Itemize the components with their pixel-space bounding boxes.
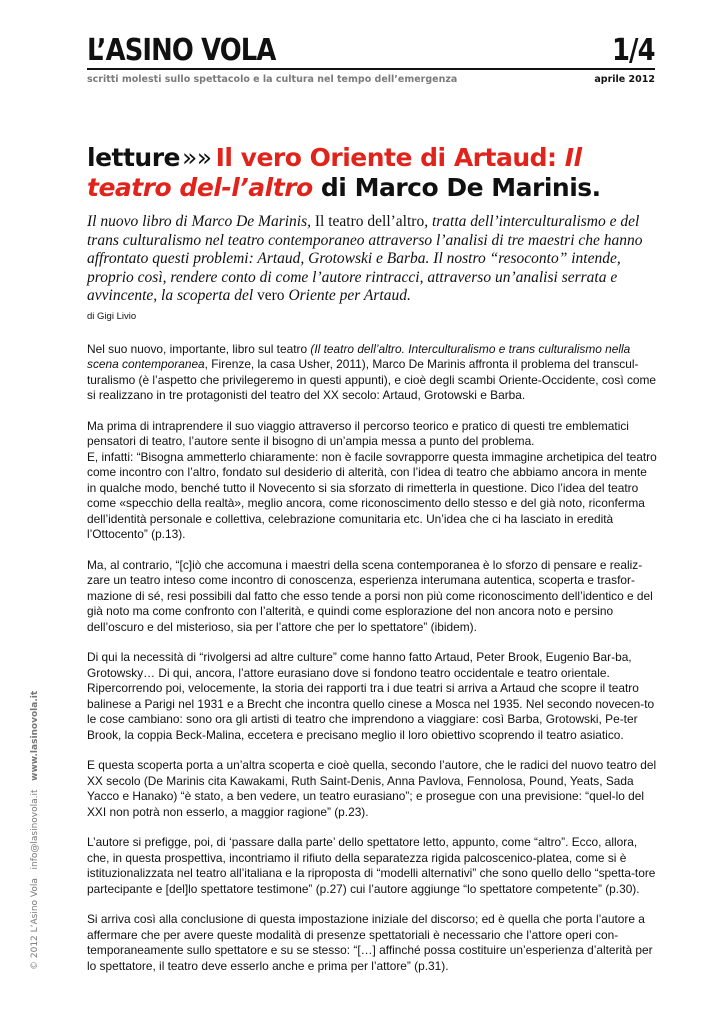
- byline: di Gigi Livio: [87, 310, 137, 322]
- paragraph-text: Nel suo nuovo, importante, libro sul teatro: [87, 341, 311, 356]
- paragraph: E, infatti: “Bisogna ammetterlo chiaramente: non è facile sovrapporre questa immagine archetipica del teatro come incontro con l’altro, fondato sul desiderio di alterità, con l’idea di teatro che abbiamo ancora in mente in qualche modo, benché tutto il Novecento si sia sforzato di rimetterla in questione. Dico l’idea del teatro come «specchio della realtà», meglio ancora, come riconoscimento dello stesso e del già noto, riconferma dell’identità personale e collettiva, celebrazione comunitaria etc. Un’idea che ci ha lasciato in eredità l’Ottocento” (p.13).: [87, 449, 657, 541]
- lead-text: , tratta dell’interculturalismo e del trans culturalismo nel teatro contemporaneo attraverso l’analisi di tre maestri che hanno affrontato questi problemi: Artaud, Grotowski e Barba. Il nostro “resoconto” intende, proprio così, rendere conto di come l’autore rintracci, attraverso un’analisi serrata e avvincente, la scoperta del: [87, 213, 643, 304]
- paragraph: Ma prima di intraprendere il suo viaggio attraverso il percorso teorico e pratico di questi tre emblematici pensatori di teatro, l’autore sente il bisogno di un’ampia messa a punto del problema.: [87, 418, 629, 448]
- book-citation: (Il teatro dell’altro. Interculturalismo e trans culturalismo nella scena contemporanea: [87, 341, 631, 371]
- paragraph: Ma, al contrario, “[c]iò che accomuna i maestri della scena contemporanea è lo sforzo di pensare e realiz-zare un teatro inteso come incontro di conoscenza, esperienza interumana autentica, scoperta e trasfor-mazione di sé, resi possibili dal fatto che esso tende a porsi non più come riconoscimento dell’identico e del già noto ma come confronto con l’alterità, e quindi come esplorazione del non ancora noto e persino dell’oscuro e del misterioso, sia per l’attore che per lo spettatore” (ibidem).: [87, 557, 653, 634]
- headline-part-2: di Marco De Marinis.: [312, 173, 601, 202]
- paragraph: Di qui la necessità di “rivolgersi ad altre culture” come hanno fatto Artaud, Peter Brook, Eugenio Bar-ba, Grotowsky… Di qui, ancora, l’attore eurasiano dove si fondono teatro occidentale e teatro orientale. Ripercorrendo poi, velocemente, la storia dei rapporti tra i due teatri si arriva a Artaud che scopre il teatro balinese a Parigi nel 1931 e a Brecht che incontra quello cinese a Mosca nel 1935. Nel secondo novecen-to le cose cambiano: sono ora gli artisti di teatro che imprendono a viaggiare: così Barba, Grotowski, Pe-ter Brook, la coppia Beck-Malina, eccetera e precisano meglio il loro obiettivo scoprendo il teatro asiatico.: [87, 650, 655, 742]
- headline-book-title: Il teatro del-l’altro: [87, 143, 582, 202]
- issue-date: aprile 2012: [594, 74, 655, 85]
- copyright-text: © 2012 L’Asino Vola: [30, 878, 40, 970]
- sidebar-credits: [30, 690, 40, 970]
- lead-text: Il nuovo libro di Marco De Marinis,: [87, 213, 315, 230]
- lead-text: Oriente per Artaud.: [284, 287, 411, 304]
- headline-part-1: Il vero Oriente di Artaud:: [215, 143, 565, 172]
- article: [87, 143, 657, 989]
- paragraph: [87, 342, 657, 404]
- kicker-arrows: »»: [182, 143, 212, 172]
- website-link[interactable]: www.lasinovola.it: [30, 690, 40, 781]
- masthead-title: L’ASINO VOLA: [87, 33, 276, 68]
- paragraph-text: , Firenze, la casa Usher, 2011), Marco De Marinis affronta il problema del transcul-turalismo (è l’aspetto che privilegeremo in questi appunti), e cioè degli scambi Oriente-Occidente, così come si realizzano in tre protagonisti del teatro del XX secolo: Artaud, Grotowski e Barba.: [87, 357, 657, 402]
- paragraph: Si arriva così alla conclusione di questa impostazione iniziale del discorso; ed è quella che porta l’autore a affermare che per avere queste modalità di presenze spettatoriali è necessario che l’attore operi con-temporaneamente sullo spettatore e su se stesso: “[…] affinché possa costituire un’esperienza d’alterità per lo spettatore, il teatro deve esserlo anche e prima per l’attore” (p.31).: [87, 912, 653, 973]
- masthead-divider: [87, 68, 655, 70]
- page-indicator: 1/4: [612, 33, 655, 68]
- lead-emphasis: vero: [257, 287, 285, 304]
- section-kicker: letture: [87, 143, 181, 172]
- lead-book-title: Il teatro dell’altro: [314, 213, 425, 230]
- article-lead: [87, 213, 657, 306]
- email-link[interactable]: info@lasinovola.it: [30, 789, 40, 870]
- masthead-tagline: scritti molesti sullo spettacolo e la cultura nel tempo dell’emergenza: [87, 74, 458, 85]
- paragraph: E questa scoperta porta a un’altra scoperta e cioè quella, secondo l’autore, che le radici del nuovo teatro del XX secolo (De Marinis cita Kawakami, Ruth Saint-Denis, Anna Pavlova, Fennolosa, Pound, Yeats, Sada Yacco e Hanako) “è stato, a ben vedere, un teatro eurasiano”; e prosegue con una previsione: “quel-lo del XXI non potrà non esserlo, a maggior ragione” (p.23).: [87, 758, 657, 819]
- paragraph: L’autore si prefigge, poi, di ‘passare dalla parte’ dello spettatore letto, appunto, come “altro”. Ecco, allora, che, in questa prospettiva, incontriamo il rifiuto della separatezza rigida palcoscenico-platea, come si è istituzionalizzata nel teatro all’italiana e la riproposta di “modelli alternativi” che sono quello dello “spetta-tore partecipante e [del]lo spettatore testimone” (p.27) cui l’autore aggiunge “lo spettatore competente” (p.30).: [87, 835, 656, 896]
- article-headline: [87, 143, 657, 203]
- article-body: [87, 342, 657, 975]
